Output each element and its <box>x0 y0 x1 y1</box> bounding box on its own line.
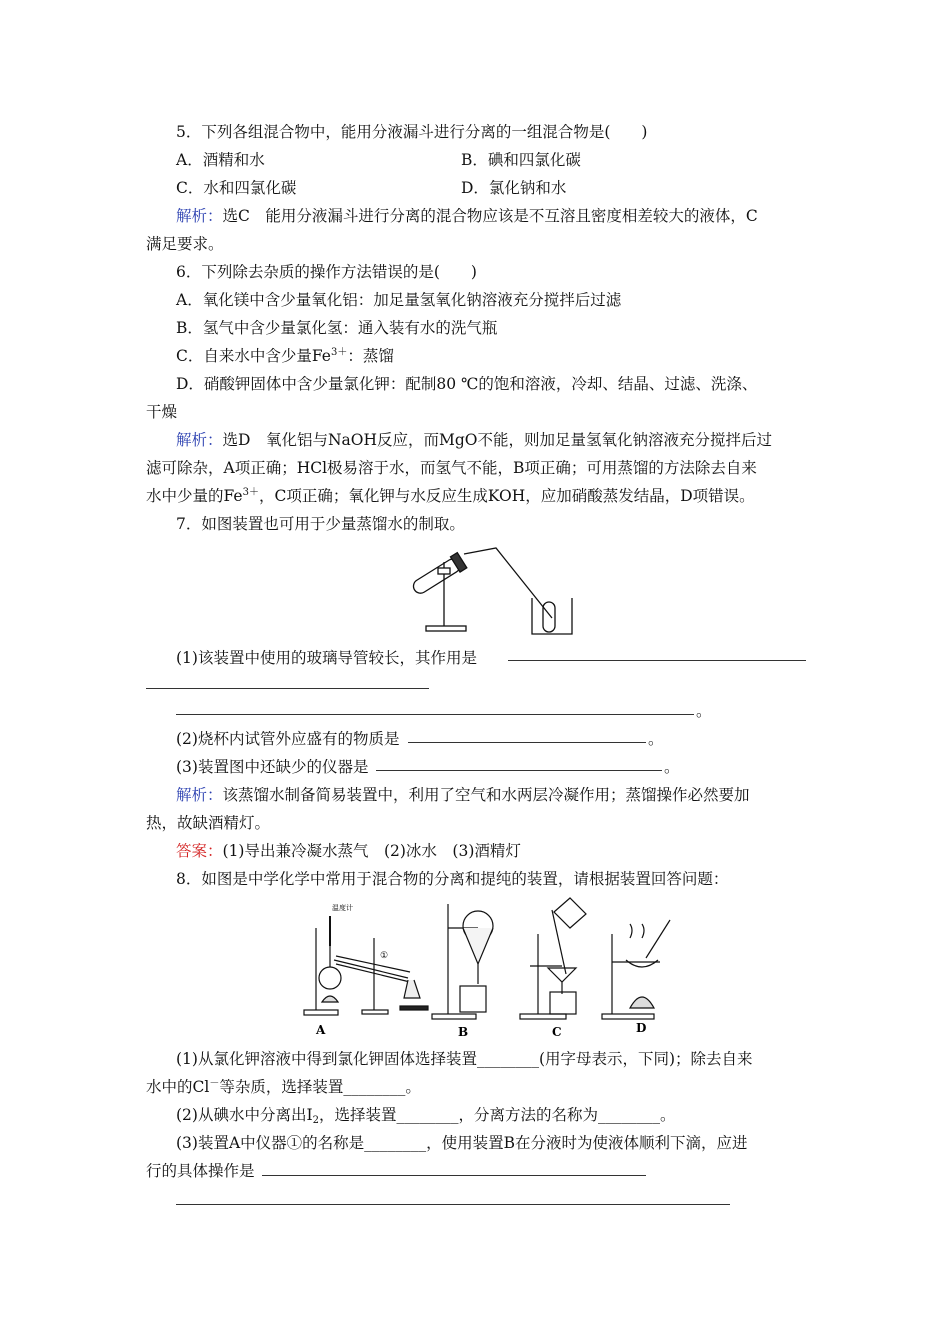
q6-option-a: A．氧化镁中含少量氧化铝：加足量氢氧化钠溶液充分搅拌后过滤 <box>176 291 622 309</box>
q5-stem: 5．下列各组混合物中，能用分液漏斗进行分离的一组混合物是( ) <box>176 123 648 141</box>
pouring-beaker <box>554 898 586 928</box>
q5-analysis-line1: 解析：选C 能用分液漏斗进行分离的混合物应该是不互溶且密度相差较大的液体，C <box>176 207 758 225</box>
q8-sub1-line1: (1)从氯化钾溶液中得到氯化钾固体选择装置________(用字母表示，下同)；除去自来 <box>176 1050 753 1068</box>
q7-sub1: (1)该装置中使用的玻璃导管较长，其作用是 <box>176 649 477 667</box>
figure-label-b: B <box>458 1025 469 1039</box>
delivery-tube <box>464 548 552 618</box>
apparatus-c <box>520 898 586 1019</box>
filter-funnel <box>548 968 576 982</box>
q7-sub2-end: 。 <box>648 730 664 748</box>
q8-sub2: (2)从碘水中分离出$I_2$，选择装置________，分离方法的名称为________。 <box>176 1106 676 1126</box>
answer-blank-line <box>262 1175 646 1176</box>
q8-stem: 8．如图是中学化学中常用于混合物的分离和提纯的装置，请根据装置回答问题： <box>176 870 729 888</box>
q6-option-d-line1: D．硝酸钾固体中含少量氯化钾：配制80 ℃的饱和溶液，冷却、结晶、过滤、洗涤、 <box>176 375 758 393</box>
q7-analysis-line1: 解析：该蒸馏水制备简易装置中，利用了空气和水两层冷凝作用；蒸馏操作必然要加 <box>176 786 750 804</box>
q7-answer: 答案：(1)导出兼冷凝水蒸气 (2)冰水 (3)酒精灯 <box>176 842 521 860</box>
figure-label-a: A <box>316 1023 326 1037</box>
q7-sub2: (2)烧杯内试管外应盛有的物质是 <box>176 730 400 748</box>
distilling-flask <box>319 967 341 989</box>
q7-sub1-end: 。 <box>696 702 712 720</box>
answer-blank-line <box>508 660 806 661</box>
q5-option-d: D．氯化钠和水 <box>461 179 567 197</box>
q5-option-b: B．碘和四氯化碳 <box>461 151 581 169</box>
apparatus-d <box>602 920 670 1019</box>
apparatus-a <box>304 916 428 1015</box>
q6-option-c: C．自来水中含少量$Fe^{3+}$：蒸馏 <box>176 347 394 365</box>
answer-blank-line <box>408 742 646 743</box>
beaker-c <box>550 992 576 1014</box>
glass-rod <box>552 910 566 974</box>
answer-blank-line <box>176 1204 730 1205</box>
analysis-label: 解析： <box>176 431 223 449</box>
answer-blank-line <box>146 688 429 689</box>
q6-option-b: B．氢气中含少量氯化氢：通入装有水的洗气瓶 <box>176 319 498 337</box>
beaker-b <box>460 986 486 1012</box>
q6-analysis-line2: 滤可除杂，A项正确；HCl极易溶于水，而氢气不能，B项正确；可用蒸馏的方法除去自来 <box>146 459 757 477</box>
steam <box>630 924 644 938</box>
alcohol-lamp-d <box>630 997 654 1008</box>
q7-analysis-line2: 热，故缺酒精灯。 <box>146 814 271 832</box>
inner-test-tube <box>543 602 555 632</box>
receiving-flask <box>404 980 420 998</box>
answer-label: 答案： <box>176 842 223 860</box>
condenser <box>334 956 410 982</box>
q6-option-d-line2: 干燥 <box>146 403 178 421</box>
q6-stem: 6．下列除去杂质的操作方法错误的是( ) <box>176 263 477 281</box>
q8-separation-figure <box>300 898 680 1040</box>
q8-sub1-line2: 水中的Cl－等杂质，选择装置________。 <box>146 1078 421 1096</box>
figure-label-c: C <box>552 1025 562 1039</box>
q7-distillation-figure <box>400 546 580 638</box>
q6-analysis-line1: 解析：选D 氧化铝与NaOH反应，而MgO不能，则加足量氢氧化钠溶液充分搅拌后过 <box>176 431 772 449</box>
evaporating-dish <box>626 960 658 967</box>
analysis-label: 解析： <box>176 786 223 804</box>
q8-sub3-line2: 行的具体操作是 <box>146 1162 255 1180</box>
clamp <box>438 568 450 574</box>
answer-blank-line <box>376 770 662 771</box>
q7-sub3: (3)装置图中还缺少的仪器是 <box>176 758 369 776</box>
q8-sub3-line1: (3)装置A中仪器①的名称是________，使用装置B在分液时为使液体顺利下滴，应进 <box>176 1134 748 1152</box>
glass-rod-d <box>646 920 670 958</box>
q5-analysis-line2: 满足要求。 <box>146 235 224 253</box>
q5-option-a: A．酒精和水 <box>176 151 265 169</box>
apparatus-b <box>432 904 493 1019</box>
answer-blank-line <box>176 714 694 715</box>
alcohol-lamp-a <box>322 996 338 1002</box>
q7-stem: 7．如图装置也可用于少量蒸馏水的制取。 <box>176 515 465 533</box>
instrument-number-label: ① <box>380 951 389 961</box>
q5-option-c: C．水和四氯化碳 <box>176 179 297 197</box>
figure-label-d: D <box>636 1021 647 1035</box>
q7-sub3-end: 。 <box>664 758 680 776</box>
tube-stopper <box>450 553 466 573</box>
q6-analysis-line3: 水中少量的$Fe^{3+}$，C项正确；氧化钾与水反应生成KOH，应加硝酸蒸发结晶，D项错误。 <box>146 487 755 505</box>
analysis-label: 解析： <box>176 207 223 225</box>
stand-base <box>426 626 466 631</box>
separatory-funnel <box>463 928 493 964</box>
thermometer-label: 温度计 <box>332 904 353 912</box>
